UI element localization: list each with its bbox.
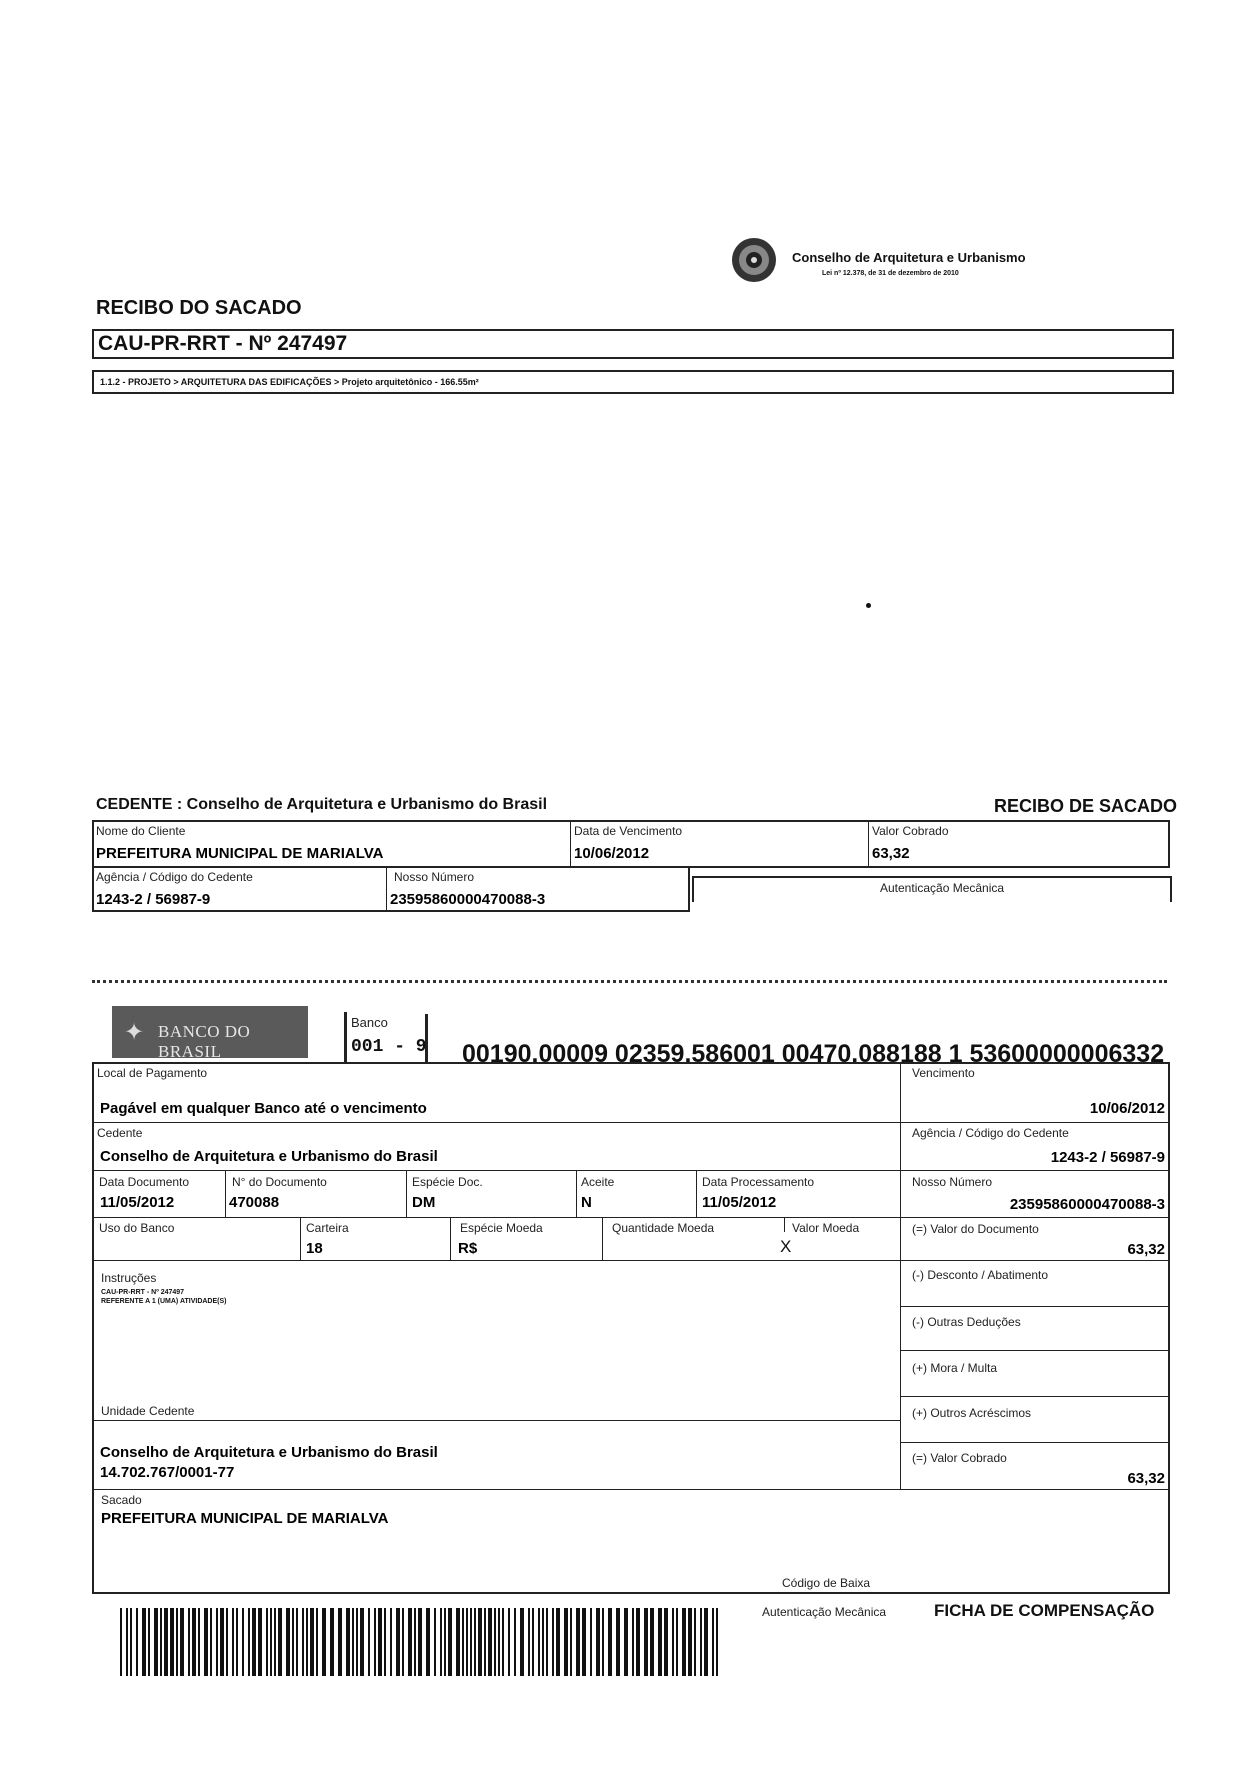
write-off-label: Código de Baixa bbox=[782, 1576, 871, 1590]
qty-label: Quantidade Moeda bbox=[612, 1221, 715, 1235]
cedente-line: CEDENTE : Conselho de Arquitetura e Urbanismo do Brasil bbox=[96, 796, 548, 813]
slip-due-label: Vencimento bbox=[912, 1066, 975, 1080]
other-additions-label: (+) Outros Acréscimos bbox=[912, 1406, 1032, 1420]
org-name: Conselho de Arquitetura e Urbanismo bbox=[792, 250, 1026, 265]
payment-place-value: Pagável em qualquer Banco até o vencimento bbox=[100, 1100, 427, 1117]
accept-value: N bbox=[581, 1194, 592, 1211]
digitable-line: 00190.00009 02359.586001 00470.088188 1 53600000006332 bbox=[462, 1040, 1165, 1068]
cedente-label: Cedente bbox=[97, 1126, 143, 1140]
slip-due-value: 10/06/2012 bbox=[1089, 1100, 1165, 1117]
currency-label: Espécie Moeda bbox=[460, 1221, 543, 1235]
slip-nosso-label: Nosso Número bbox=[912, 1175, 993, 1189]
bank-use-label: Uso do Banco bbox=[99, 1221, 175, 1235]
cau-seal-logo bbox=[730, 236, 778, 284]
cut-line bbox=[92, 980, 1167, 983]
doc-value-value: 63,32 bbox=[1127, 1241, 1165, 1258]
page-title: RECIBO DO SACADO bbox=[96, 297, 302, 319]
slip-agency-label: Agência / Código do Cedente bbox=[912, 1126, 1069, 1140]
unit-cnpj: 14.702.767/0001-77 bbox=[100, 1464, 235, 1481]
activity-text: 1.1.2 - PROJETO > ARQUITETURA DAS EDIFICAÇÕES > Projeto arquitetônico - 166.55m² bbox=[100, 377, 479, 387]
amount-value: 63,32 bbox=[872, 845, 910, 862]
rrt-number: CAU-PR-RRT - Nº 247497 bbox=[98, 332, 348, 355]
doc-date-value: 11/05/2012 bbox=[100, 1194, 175, 1211]
value-currency-value: X bbox=[780, 1237, 792, 1256]
proc-date-value: 11/05/2012 bbox=[702, 1194, 777, 1211]
cedente-value: Conselho de Arquitetura e Urbanismo do Brasil bbox=[100, 1148, 438, 1165]
accept-label: Aceite bbox=[581, 1175, 615, 1189]
bank-label: Banco bbox=[351, 1015, 388, 1030]
other-deductions-label: (-) Outras Deduções bbox=[912, 1315, 1021, 1329]
amount-label: Valor Cobrado bbox=[872, 824, 949, 838]
doc-date-label: Data Documento bbox=[99, 1175, 190, 1189]
bank-logo-text: BANCO DO BRASIL bbox=[158, 1022, 251, 1061]
nosso-label: Nosso Número bbox=[394, 870, 475, 884]
bank-logo-icon: ✦ bbox=[124, 1019, 145, 1046]
slip-auth-label: Autenticação Mecânica bbox=[762, 1605, 887, 1619]
agency-label: Agência / Código do Cedente bbox=[96, 870, 253, 884]
due-label: Data de Vencimento bbox=[574, 824, 683, 838]
discount-label: (-) Desconto / Abatimento bbox=[912, 1268, 1049, 1282]
nosso-value: 23595860000470088-3 bbox=[390, 891, 546, 908]
due-value: 10/06/2012 bbox=[574, 845, 650, 862]
doc-kind-value: DM bbox=[412, 1194, 436, 1211]
wallet-value: 18 bbox=[306, 1240, 323, 1257]
doc-num-label: N° do Documento bbox=[232, 1175, 327, 1189]
currency-value: R$ bbox=[458, 1240, 478, 1257]
activity-box bbox=[92, 370, 1174, 394]
doc-value-label: (=) Valor do Documento bbox=[912, 1222, 1039, 1236]
fine-label: (+) Mora / Multa bbox=[912, 1361, 998, 1375]
slip-nosso-value: 23595860000470088-3 bbox=[1009, 1196, 1165, 1213]
client-value: PREFEITURA MUNICIPAL DE MARIALVA bbox=[96, 845, 384, 862]
doc-kind-label: Espécie Doc. bbox=[412, 1175, 483, 1189]
value-currency-label: Valor Moeda bbox=[792, 1221, 860, 1235]
bank-logo bbox=[112, 1006, 308, 1061]
charged-value: 63,32 bbox=[1127, 1470, 1165, 1487]
slip-agency-value: 1243-2 / 56987-9 bbox=[1050, 1149, 1165, 1166]
instructions-line-2: REFERENTE A 1 (UMA) ATIVIDADE(S) bbox=[101, 1298, 227, 1305]
receipt-auth-label: Autenticação Mecânica bbox=[880, 881, 1005, 895]
unit-label: Unidade Cedente bbox=[101, 1404, 195, 1418]
agency-value: 1243-2 / 56987-9 bbox=[96, 891, 211, 908]
charged-label: (=) Valor Cobrado bbox=[912, 1451, 1007, 1465]
unit-name: Conselho de Arquitetura e Urbanismo do Brasil bbox=[100, 1444, 438, 1461]
speck bbox=[866, 603, 871, 608]
bank-code: 001 - 9 bbox=[351, 1037, 427, 1057]
sacado-value: PREFEITURA MUNICIPAL DE MARIALVA bbox=[101, 1510, 389, 1527]
instructions-line-1: CAU-PR-RRT - Nº 247497 bbox=[101, 1289, 185, 1296]
footer-title: FICHA DE COMPENSAÇÃO bbox=[934, 1601, 1155, 1620]
rrt-box bbox=[92, 329, 1174, 359]
sacado-label: Sacado bbox=[101, 1493, 142, 1507]
payment-place-label: Local de Pagamento bbox=[97, 1066, 208, 1080]
receipt-title: RECIBO DE SACADO bbox=[994, 796, 1178, 816]
client-label: Nome do Cliente bbox=[96, 824, 186, 838]
org-law: Lei nº 12.378, de 31 de dezembro de 2010 bbox=[822, 270, 959, 277]
doc-num-value: 470088 bbox=[229, 1194, 280, 1211]
barcode bbox=[120, 1608, 727, 1676]
proc-date-label: Data Processamento bbox=[702, 1175, 815, 1189]
wallet-label: Carteira bbox=[306, 1221, 349, 1235]
instructions-label: Instruções bbox=[101, 1271, 157, 1285]
